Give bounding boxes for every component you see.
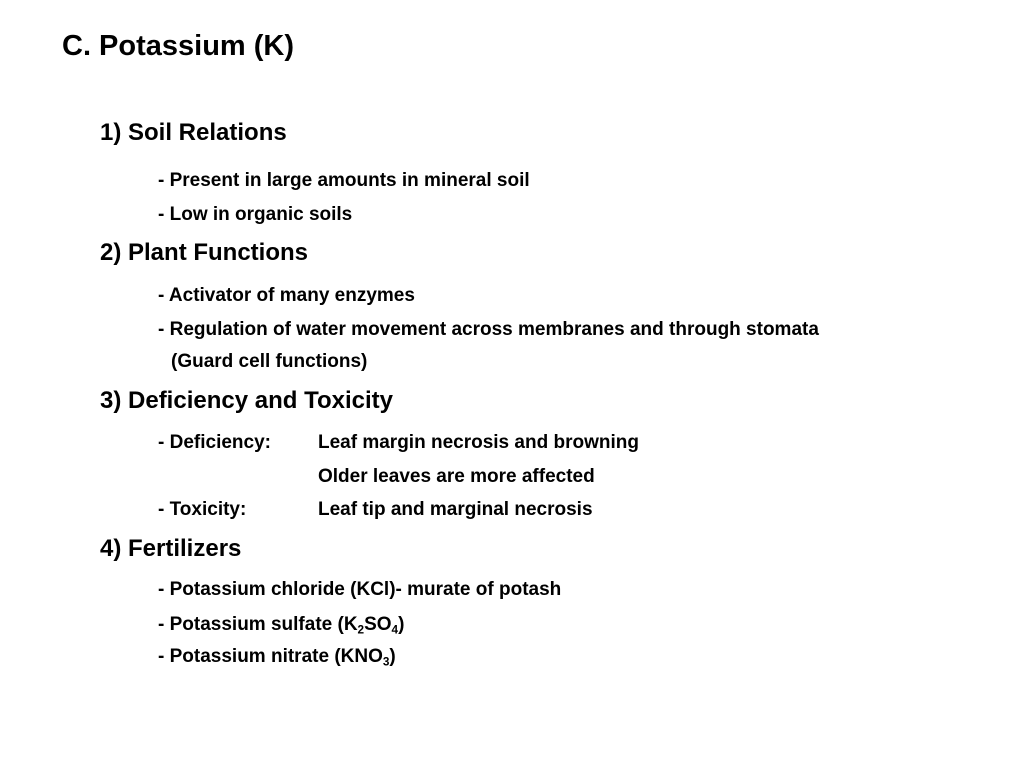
potassium-sulfate-prefix: - Potassium sulfate (K bbox=[158, 614, 358, 635]
toxicity-label: - Toxicity: bbox=[158, 499, 247, 520]
bullet-organic-soils: - Low in organic soils bbox=[158, 204, 353, 225]
bullet-potassium-sulfate bbox=[158, 614, 405, 637]
potassium-sulfate-subscript-k: 2 bbox=[357, 623, 365, 637]
deficiency-line-1: Leaf margin necrosis and browning bbox=[318, 432, 639, 453]
bullet-guard-cell: (Guard cell functions) bbox=[171, 351, 368, 372]
toxicity-line: Leaf tip and marginal necrosis bbox=[318, 499, 593, 520]
page-title: C. Potassium (K) bbox=[62, 30, 295, 62]
potassium-nitrate-prefix: - Potassium nitrate (KNO bbox=[158, 646, 383, 667]
potassium-nitrate-subscript-o: 3 bbox=[382, 655, 390, 669]
bullet-enzymes: - Activator of many enzymes bbox=[158, 285, 415, 306]
bullet-mineral-soil: - Present in large amounts in mineral soil bbox=[158, 170, 530, 191]
potassium-sulfate-suffix: ) bbox=[398, 614, 405, 635]
section-heading-deficiency-toxicity: 3) Deficiency and Toxicity bbox=[100, 387, 393, 414]
bullet-potassium-chloride: - Potassium chloride (KCl)- murate of potash bbox=[158, 579, 562, 600]
bullet-potassium-nitrate bbox=[158, 646, 396, 669]
potassium-sulfate-subscript-o: 4 bbox=[391, 623, 399, 637]
section-heading-plant-functions: 2) Plant Functions bbox=[100, 239, 309, 266]
section-heading-soil-relations: 1) Soil Relations bbox=[100, 119, 287, 146]
bullet-water-regulation: - Regulation of water movement across membranes and through stomata bbox=[158, 319, 819, 340]
potassium-sulfate-mid: SO bbox=[364, 614, 392, 635]
potassium-nitrate-suffix: ) bbox=[389, 646, 396, 667]
deficiency-label: - Deficiency: bbox=[158, 432, 271, 453]
deficiency-line-2: Older leaves are more affected bbox=[318, 466, 595, 487]
section-heading-fertilizers: 4) Fertilizers bbox=[100, 535, 242, 562]
